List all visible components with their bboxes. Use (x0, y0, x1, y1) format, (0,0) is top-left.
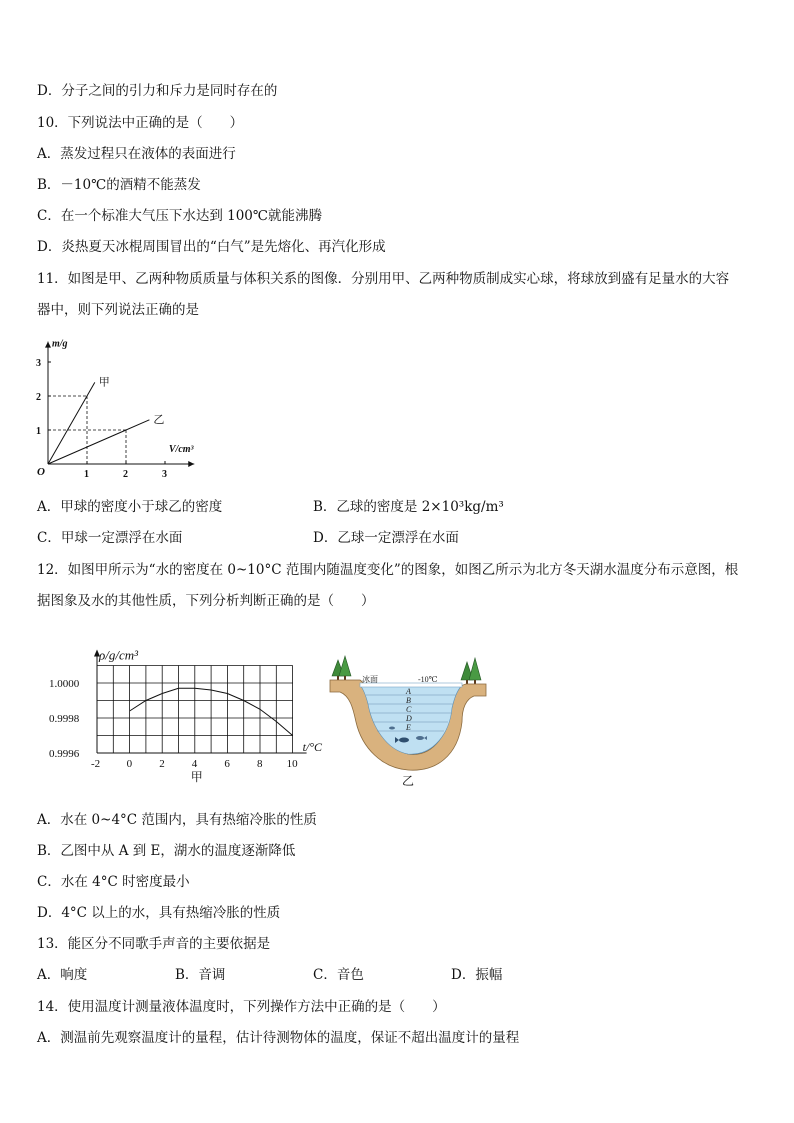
x-tick-label: -2 (91, 758, 101, 770)
series-jia-line (48, 382, 95, 464)
q11-option-c: C．甲球一定漂浮在水面 (37, 530, 183, 546)
x-tick-label: 1 (84, 469, 89, 480)
lake-temperature-diagram (326, 652, 488, 790)
y-axis-label: ρ/g/cm³ (99, 647, 139, 663)
chart-caption: 甲 (190, 770, 203, 784)
density-temperature-chart (40, 638, 330, 788)
lake-caption: 乙 (402, 774, 415, 788)
x-axis-label: t/°C (302, 740, 323, 754)
q14-option-a: A．测温前先观察温度计的量程，估计待测物体的温度，保证不超出温度计的量程 (37, 1030, 520, 1046)
air-temp-label: -10℃ (418, 675, 438, 684)
tree-left-icon (332, 656, 351, 680)
y-axis-arrow (45, 342, 51, 348)
q11-stem-line2: 器中，则下列说法正确的是 (37, 302, 199, 318)
x-tick-label: 2 (159, 758, 165, 770)
mass-volume-chart (28, 335, 228, 485)
y-axis-label: m/g (52, 338, 68, 350)
q11-option-a: A．甲球的密度小于球乙的密度 (37, 499, 223, 515)
x-tick-label: 10 (286, 758, 298, 770)
q13-option-b: B．音调 (175, 967, 226, 983)
tree-right-icon (461, 658, 481, 685)
series-yi-line (48, 420, 149, 464)
q11-option-b: B．乙球的密度是 2×10³kg/m³ (313, 499, 504, 515)
q10-option-d: D．炎热夏天冰棍周围冒出的“白气”是先熔化、再汽化形成 (37, 239, 386, 255)
q10-option-b: B．－10℃的酒精不能蒸发 (37, 177, 201, 193)
q12-option-c: C．水在 4°C 时密度最小 (37, 874, 190, 890)
y-tick-label: 1 (36, 426, 41, 437)
q13-option-d: D．振幅 (451, 967, 503, 983)
ice-label: 冰面 (362, 675, 378, 684)
q12-stem-line2: 据图象及水的其他性质，下列分析判断正确的是（ ） (37, 593, 375, 609)
layer-label-a: A (406, 687, 411, 696)
x-tick-label: 6 (224, 758, 230, 770)
y-tick-label: 1.0000 (49, 678, 80, 690)
y-tick-label: 0.9996 (49, 748, 80, 760)
series-yi-label: 乙 (153, 413, 165, 426)
x-tick-label: 2 (123, 469, 128, 480)
q12-option-a: A．水在 0~4°C 范围内，具有热缩冷胀的性质 (37, 812, 317, 828)
x-tick-label: 3 (162, 469, 167, 480)
q12-stem-line1: 12．如图甲所示为“水的密度在 0~10°C 范围内随温度变化”的图象，如图乙所示为北方冬天湖水温度分布示意图，根 (37, 562, 739, 578)
q11-stem-line1: 11．如图是甲、乙两种物质质量与体积关系的图像．分别用甲、乙两种物质制成实心球，将球放到盛有足量水的大容 (37, 271, 730, 287)
q11-option-d: D．乙球一定漂浮在水面 (313, 530, 459, 546)
layer-label-c: C (406, 705, 412, 714)
layer-label-d: D (406, 714, 412, 723)
layer-label-b: B (406, 696, 411, 705)
y-tick-label: 3 (36, 358, 41, 369)
x-tick-label: 0 (126, 758, 133, 770)
q12-option-b: B．乙图中从 A 到 E，湖水的温度逐渐降低 (37, 843, 296, 859)
q14-stem: 14．使用温度计测量液体温度时，下列操作方法中正确的是（ ） (37, 999, 446, 1015)
layer-label-e: E (406, 723, 411, 732)
x-axis-arrow (188, 461, 194, 467)
q10-stem: 10．下列说法中正确的是（ ） (37, 115, 244, 131)
q10-option-c: C．在一个标准大气压下水达到 100℃就能沸腾 (37, 208, 322, 224)
y-tick-label: 0.9998 (49, 713, 80, 725)
q13-stem: 13．能区分不同歌手声音的主要依据是 (37, 936, 271, 952)
q13-option-c: C．音色 (313, 967, 364, 983)
q12-option-d: D．4°C 以上的水，具有热缩冷胀的性质 (37, 905, 281, 921)
q10-option-a: A．蒸发过程只在液体的表面进行 (37, 146, 236, 162)
series-jia-label: 甲 (98, 376, 110, 389)
x-tick-label: 8 (257, 758, 263, 770)
q13-option-a: A．响度 (37, 967, 88, 983)
origin-label: O (37, 466, 45, 478)
y-tick-label: 2 (36, 392, 41, 403)
x-axis-label: V/cm³ (168, 444, 194, 455)
q9-option-d: D．分子之间的引力和斥力是同时存在的 (37, 83, 278, 99)
x-tick-label: 4 (191, 758, 198, 770)
